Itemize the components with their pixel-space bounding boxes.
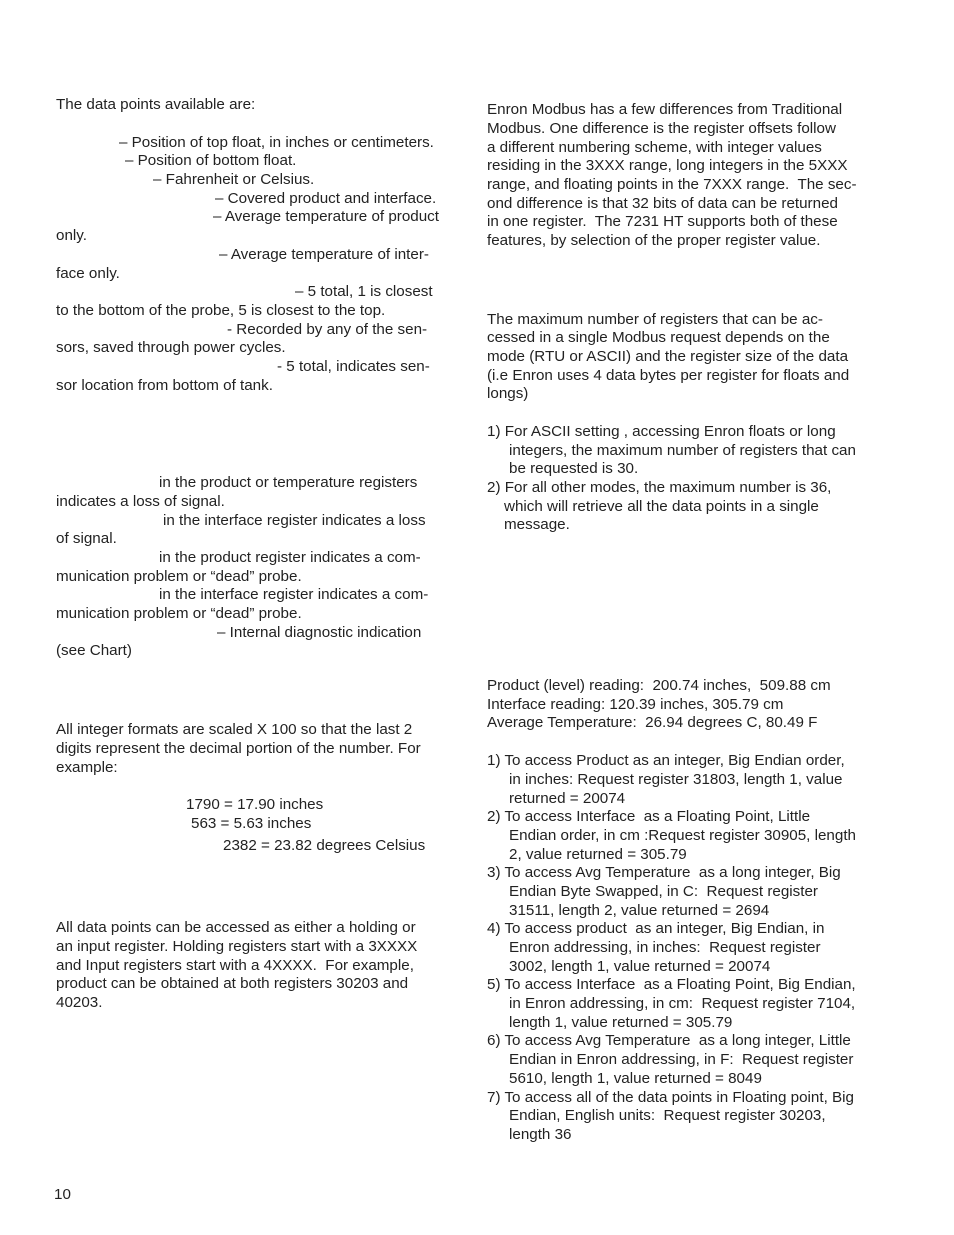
diagnostic-line: indicates a loss of signal. [56,493,225,510]
max-registers-list-item: integers, the maximum number of registers that can [509,442,856,459]
data-point-line: – Covered product and interface. [215,190,437,207]
diagnostic-line: in the interface register indicates a com- [159,586,429,603]
max-registers-line: longs) [487,385,529,402]
example-list-item: 3) To access Avg Temperature as a long integer, Big [487,864,841,881]
enron-line: range, and floating points in the 7XXX range. The sec- [487,176,857,193]
registers-line: All data points can be accessed as either a holding or [56,919,416,936]
data-point-line: only. [56,227,87,244]
data-point-line: – 5 total, 1 is closest [295,283,433,300]
example-list-item: 3002, length 1, value returned = 20074 [509,958,771,975]
max-registers-line: mode (RTU or ASCII) and the register size of the data [487,348,849,365]
max-registers-list-item: 2) For all other modes, the maximum number is 36, [487,479,832,496]
registers-line: product can be obtained at both registers 30203 and [56,975,409,992]
example-list-item: 31511, length 2, value returned = 2694 [509,902,770,919]
registers-line: and Input registers start with a 4XXXX. For example, [56,957,414,974]
data-point-line: – Average temperature of inter- [219,246,429,263]
enron-line: Enron Modbus has a few differences from Traditional [487,101,843,118]
data-point-line: face only. [56,265,120,282]
example-list-item: Endian Byte Swapped, in C: Request register [509,883,818,900]
integer-format-line: digits represent the decimal portion of the number. For [56,740,421,757]
diagnostic-line: of signal. [56,530,117,547]
example-list-item: returned = 20074 [509,790,626,807]
data-point-line: - Recorded by any of the sen- [227,321,428,338]
example-list-item: 4) To access product as an integer, Big Endian, in [487,920,825,937]
diagnostic-line: in the product register indicates a com- [159,549,421,566]
reading-line: Average Temperature: 26.94 degrees C, 80.49 F [487,714,818,731]
integer-format-line: All integer formats are scaled X 100 so that the last 2 [56,721,413,738]
page-number: 10 [54,1186,71,1203]
max-registers-line: The maximum number of registers that can be ac- [487,311,823,328]
max-registers-list-item: 1) For ASCII setting , accessing Enron floats or long [487,423,836,440]
registers-line: an input register. Holding registers start with a 3XXXX [56,938,418,955]
example-list-item: 5610, length 1, value returned = 8049 [509,1070,762,1087]
example-list-item: 2) To access Interface as a Floating Point, Little [487,808,811,825]
example-list-item: Enron addressing, in inches: Request register [509,939,821,956]
integer-example: 2382 = 23.82 degrees Celsius [223,837,426,854]
example-list-item: 5) To access Interface as a Floating Point, Big Endian, [487,976,856,993]
diagnostic-line: (see Chart) [56,642,132,659]
data-points-intro: The data points available are: [56,96,256,113]
enron-line: a different numbering scheme, with integer values [487,139,822,156]
diagnostic-line: – Internal diagnostic indication [217,624,422,641]
data-point-line: – Position of top float, in inches or centimeters. [119,134,434,151]
example-list-item: in Enron addressing, in cm: Request register 7104, [509,995,856,1012]
data-point-line: – Position of bottom float. [125,152,297,169]
data-point-line: – Fahrenheit or Celsius. [153,171,315,188]
integer-example: 563 = 5.63 inches [191,815,312,832]
max-registers-list-item: which will retrieve all the data points in a single [504,498,819,515]
diagnostic-line: in the interface register indicates a loss [163,512,426,529]
data-point-line: – Average temperature of product [213,208,439,225]
data-point-line: - 5 total, indicates sen- [277,358,430,375]
enron-line: residing in the 3XXX range, long integers in the 5XXX [487,157,848,174]
enron-line: ond difference is that 32 bits of data can be returned [487,195,838,212]
reading-line: Product (level) reading: 200.74 inches, 509.88 cm [487,677,831,694]
max-registers-line: (i.e Enron uses 4 data bytes per register for floats and [487,367,850,384]
data-point-line: sors, saved through power cycles. [56,339,286,356]
enron-line: features, by selection of the proper register value. [487,232,821,249]
example-list-item: length 1, value returned = 305.79 [509,1014,733,1031]
diagnostic-line: munication problem or “dead” probe. [56,605,302,622]
data-point-line: sor location from bottom of tank. [56,377,273,394]
example-list-item: length 36 [509,1126,572,1143]
example-list-item: 2, value returned = 305.79 [509,846,687,863]
diagnostic-line: munication problem or “dead” probe. [56,568,302,585]
max-registers-list-item: message. [504,516,570,533]
example-list-item: Endian in Enron addressing, in F: Request register [509,1051,854,1068]
integer-format-line: example: [56,759,118,776]
example-list-item: 1) To access Product as an integer, Big Endian order, [487,752,845,769]
enron-line: in one register. The 7231 HT supports both of these [487,213,838,230]
registers-line: 40203. [56,994,103,1011]
reading-line: Interface reading: 120.39 inches, 305.79 cm [487,696,784,713]
example-list-item: 6) To access Avg Temperature as a long integer, Little [487,1032,851,1049]
diagnostic-line: in the product or temperature registers [159,474,418,491]
example-list-item: Endian order, in cm :Request register 30905, length [509,827,856,844]
max-registers-list-item: be requested is 30. [509,460,639,477]
integer-example: 1790 = 17.90 inches [186,796,324,813]
example-list-item: 7) To access all of the data points in Floating point, Big [487,1089,854,1106]
example-list-item: Endian, English units: Request register 30203, [509,1107,826,1124]
data-point-line: to the bottom of the probe, 5 is closest to the top. [56,302,386,319]
example-list-item: in inches: Request register 31803, length 1, value [509,771,843,788]
max-registers-line: cessed in a single Modbus request depends on the [487,329,830,346]
enron-line: Modbus. One difference is the register offsets follow [487,120,836,137]
